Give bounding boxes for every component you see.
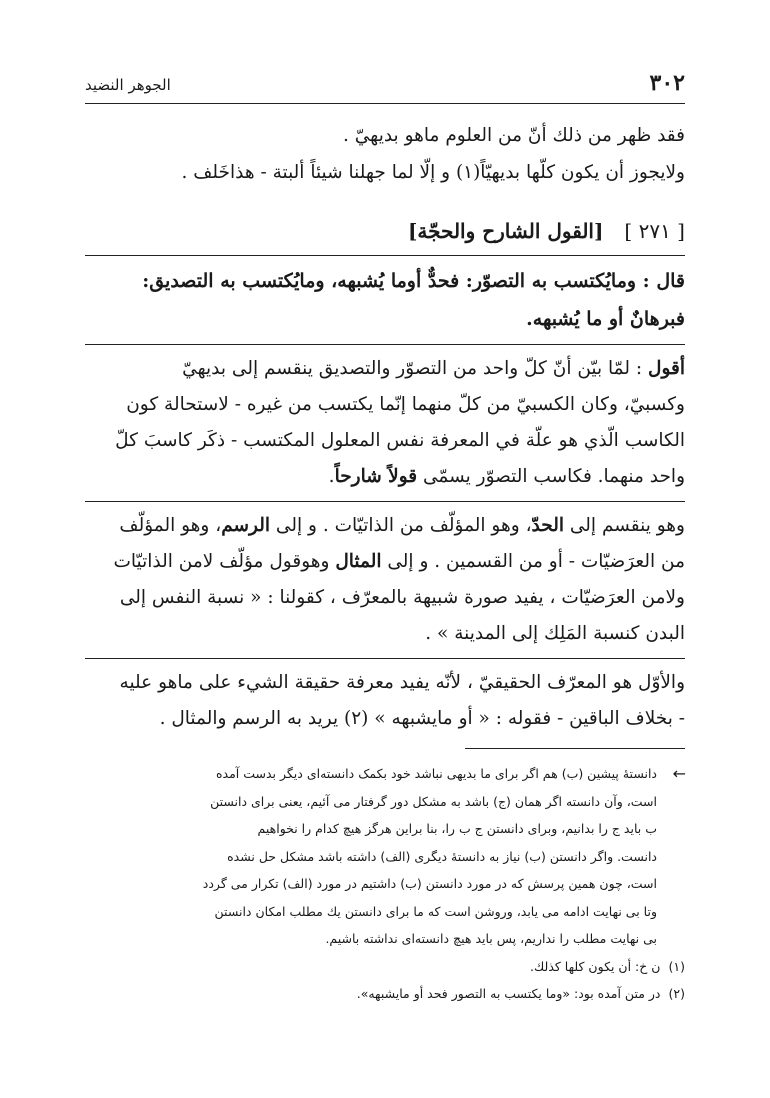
footnote-1-text: ن خ: أن يكون كلها كذلك. [530,958,661,974]
commentary-p2-line-3: ولامن العرَضيّات ، يفيد صورة شبيهة بالمعرّف ، كقولنا : « نسبة النفس إلى [119,587,685,608]
aqulu-label: أقول [648,358,685,379]
p1-rule [85,501,685,502]
commentary-p1-line-3: الكاسب الّذي هو علّة في المعرفة نفس المعلول المكتسب - ذكَر كاسبَ كلّ [115,430,685,451]
term-hadd: الحدّ [531,515,564,536]
commentary-p1-text-1: : لمّا بيّن أنّ كلّ واحد من التصوّر والتصديق ينقسم إلى بديهيّ [182,358,643,379]
commentary-p3 [85,665,685,737]
commentary-p1-line-4 [85,459,685,495]
commentary-p1-text-4a: واحد منهما. فكاسب التصوّر يسمّى [423,466,685,487]
persian-footnote-line-3: ب باید ج را بدانیم، وبرای دانستن ج ب را، بنا براین هرگز هیچ کدام را نخواهیم [257,821,657,836]
qala-label: قال [656,270,685,292]
footnote-2-number: (٢) [668,986,685,1001]
p2-text-1a: وهو ينقسم إلى [569,515,685,536]
page-header [85,70,685,100]
commentary-p2-line-1 [85,508,685,544]
page-number: ٣٠٢ [649,70,685,96]
term-qawl-sharih: قولاً شارحاً [334,466,418,487]
persian-footnote-line-2: است، وآن دانسته اگر همان (ج) باشد به مشکل دور گرفتار می آئیم، یعنی برای دانستن [210,793,657,809]
p2-text-1c: ، وهو المؤلّف [119,515,222,536]
footnote-1-number: (١) [668,958,685,974]
section-heading [85,211,685,251]
commentary-p1-text-4b: . [328,466,335,487]
term-rasm: الرسم [221,515,271,536]
intro-line-2: ولايجوز أن يكون كلّها بديهيّاً(١) و إلّا لما جهلنا شيئاً ألبتة - هذاخَلف . [181,162,685,183]
header-rule [85,103,685,104]
persian-footnote-line-7: بی نهایت مطلب را نداریم، پس باید هیچ دانسته‌ای نداشته باشیم. [325,931,657,946]
section-title: [القول الشارح والحجّة] [407,219,604,243]
commentary-p3-line-1: والأوّل هو المعرّف الحقيقيّ ، لأنّه يفيد معرفة حقيقة الشيء على ماهو عليه [119,672,685,693]
matn-text-1: : ومايُكتسب به التصوّر: فحدٌّ أوما يُشبهه، ومايُكتسب به التصديق: [142,270,650,292]
matn-line-1 [85,262,685,300]
matn-line-2: فبرهانٌ أو ما يُشبهه. [526,308,685,330]
persian-footnote-line-5: است، چون همین پرسش که در مورد دانستن (ب) داشتیم در مورد (الف) تکرار می گردد [202,876,657,891]
running-title: الجوهر النضيد [85,76,171,94]
commentary-p1-line-1 [85,351,685,387]
p2-rule [85,658,685,659]
commentary-p2-line-2 [85,544,685,580]
section-number: [ ٢٧١ ] [624,219,685,243]
arrow-left-icon: ← [672,764,686,783]
section-rule [85,255,685,256]
p2-text-1b: ، وهو المؤلّف من الذاتيّات . و إلى [275,515,532,536]
main-text [85,115,685,743]
term-mithal: المثال [335,551,382,572]
footnote-2 [85,980,685,1008]
commentary-p2-line-4: البدن كنسبة المَلِك إلى المدينة » . [425,623,685,644]
commentary-p3-line-2: - بخلاف الباقين - فقوله : « أو مايشبهه » (٢) يريد به الرسم والمثال . [159,708,685,729]
commentary-p1-line-2: وكسبيّ، وكان الكسبيّ من كلّ منهما إنّما يكتسب من غيره - لاستحالة كون [126,394,685,415]
footnotes [85,760,685,1008]
p2-text-2a: من العرَضيّات - أو من القسمين . و إلى [387,551,685,572]
footnote-rule [465,748,685,749]
p2-text-2b: وهوقول مؤلّف لامن الذاتيّات [113,551,330,572]
persian-footnote [85,760,685,953]
matn-block [85,262,685,338]
intro-line-1: فقد ظهر من ذلك أنّ من العلوم ماهو بديهيّ . [342,125,685,146]
commentary-p1 [85,351,685,495]
persian-footnote-line-4: دانست. واگر دانستن (ب) نیاز به دانستهٔ دیگری (الف) داشته باشد مشکل حل نشده [227,848,657,864]
footnote-2-text: در متن آمده بود: «وما يكتسب به التصور فحد أو مايشبهه». [356,986,661,1001]
footnote-1 [85,953,685,981]
persian-footnote-line-6: وتا بی نهایت ادامه می یابد، وروشن است که ما برای دانستن یك مطلب امکان دانستن [214,903,657,919]
persian-footnote-line-1: دانستهٔ پیشین (ب) هم اگر برای ما بدیهی نباشد خود بکمک دانسته‌ای دیگر بدست آمده [215,766,657,781]
commentary-p2 [85,508,685,652]
matn-rule [85,344,685,345]
